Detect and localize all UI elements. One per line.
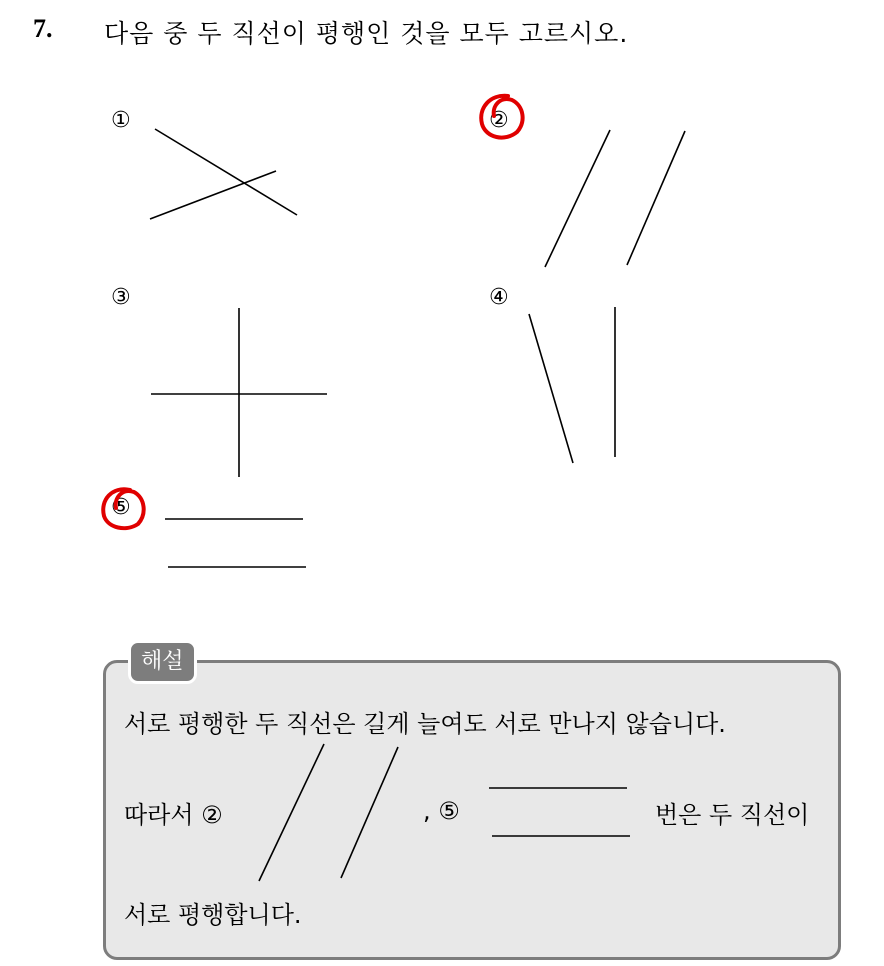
- solution-line-2-prefix: 따라서 ②: [124, 801, 223, 829]
- option-3-label[interactable]: ③: [111, 285, 131, 310]
- option-5-label[interactable]: ⑤: [111, 495, 131, 520]
- option-2-label[interactable]: ②: [489, 108, 509, 133]
- solution-figure-2-line-b: [341, 747, 398, 878]
- option-1-label[interactable]: ①: [111, 108, 131, 133]
- question-text: 다음 중 두 직선이 평행인 것을 모두 고르시오.: [104, 19, 629, 48]
- question-number: 7.: [33, 14, 53, 43]
- solution-line-2-suffix: 번은 두 직선이: [655, 801, 810, 829]
- solution-line-1: 서로 평행한 두 직선은 길게 늘여도 서로 만나지 않습니다.: [124, 710, 726, 738]
- solution-line-3: 서로 평행합니다.: [124, 901, 302, 929]
- solution-figure-2-line-a: [259, 744, 324, 881]
- option-4-label[interactable]: ④: [489, 285, 509, 310]
- solution-tag: 해설: [128, 640, 197, 684]
- solution-line-2-mid: , ⑤: [423, 797, 460, 825]
